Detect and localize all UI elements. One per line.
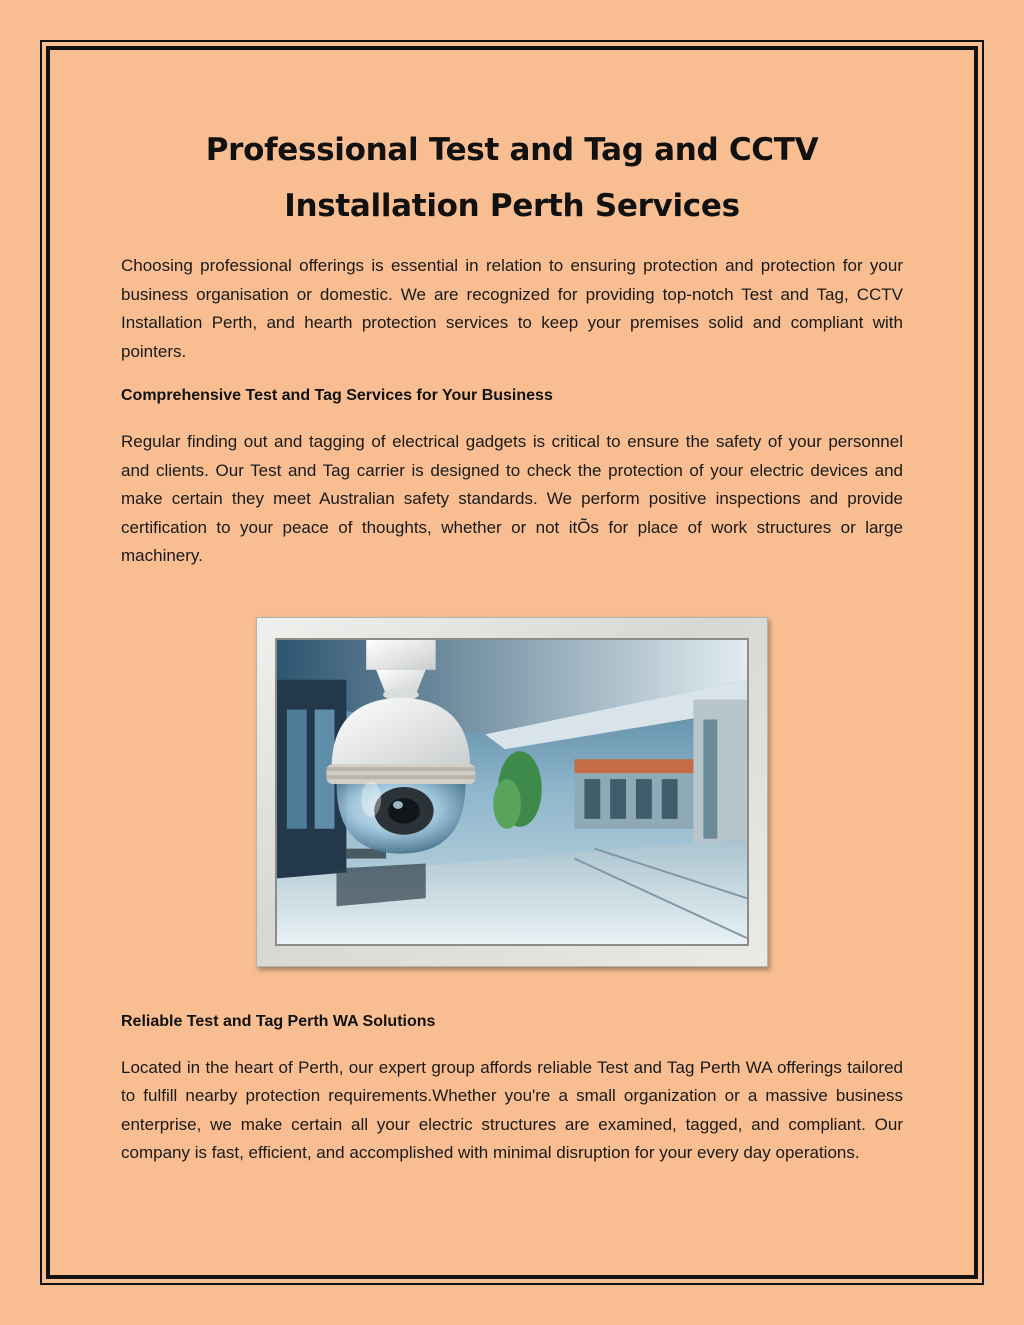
section-body-perth-wa: Located in the heart of Perth, our expert group affords reliable Test and Tag Perth WA offerings tailored to fulfill nearby protection requirements.Whether you're a small organization or a massive business enterprise, we make certain all your electric structures are examined, tagged, and compliant. Our company is fast, efficient, and accomplished with minimal disruption for your every day operations. <box>121 1057 903 1162</box>
section-heading-perth-wa: Reliable Test and Tag Perth WA Solutions <box>121 1012 436 1030</box>
photo-frame <box>256 617 768 967</box>
cctv-photo <box>275 638 749 946</box>
section-body-test-and-tag: Regular finding out and tagging of electrical gadgets is critical to ensure the safety of your personnel and clients. Our Test and Tag carrier is designed to check the protection of your electric devices and make certain they meet Australian safety standards. We perform positive inspections and provide certification to your peace of thoughts, whether or not itÕs for place of work structures or large machinery. <box>121 432 903 565</box>
document-content <box>121 122 903 1168</box>
section-heading-test-and-tag: Comprehensive Test and Tag Services for Your Business <box>121 387 553 404</box>
cctv-dome-camera-icon <box>277 640 747 944</box>
intro-paragraph: Choosing professional offerings is essential in relation to ensuring protection and protection for your business organisation or domestic. We are recognized for providing top-notch Test and Tag, CCTV Installation Perth, and hearth protection services to keep your premises solid and compliant with pointers. <box>121 256 903 361</box>
page-title: Professional Test and Tag and CCTV Installation Perth Services <box>205 132 819 224</box>
